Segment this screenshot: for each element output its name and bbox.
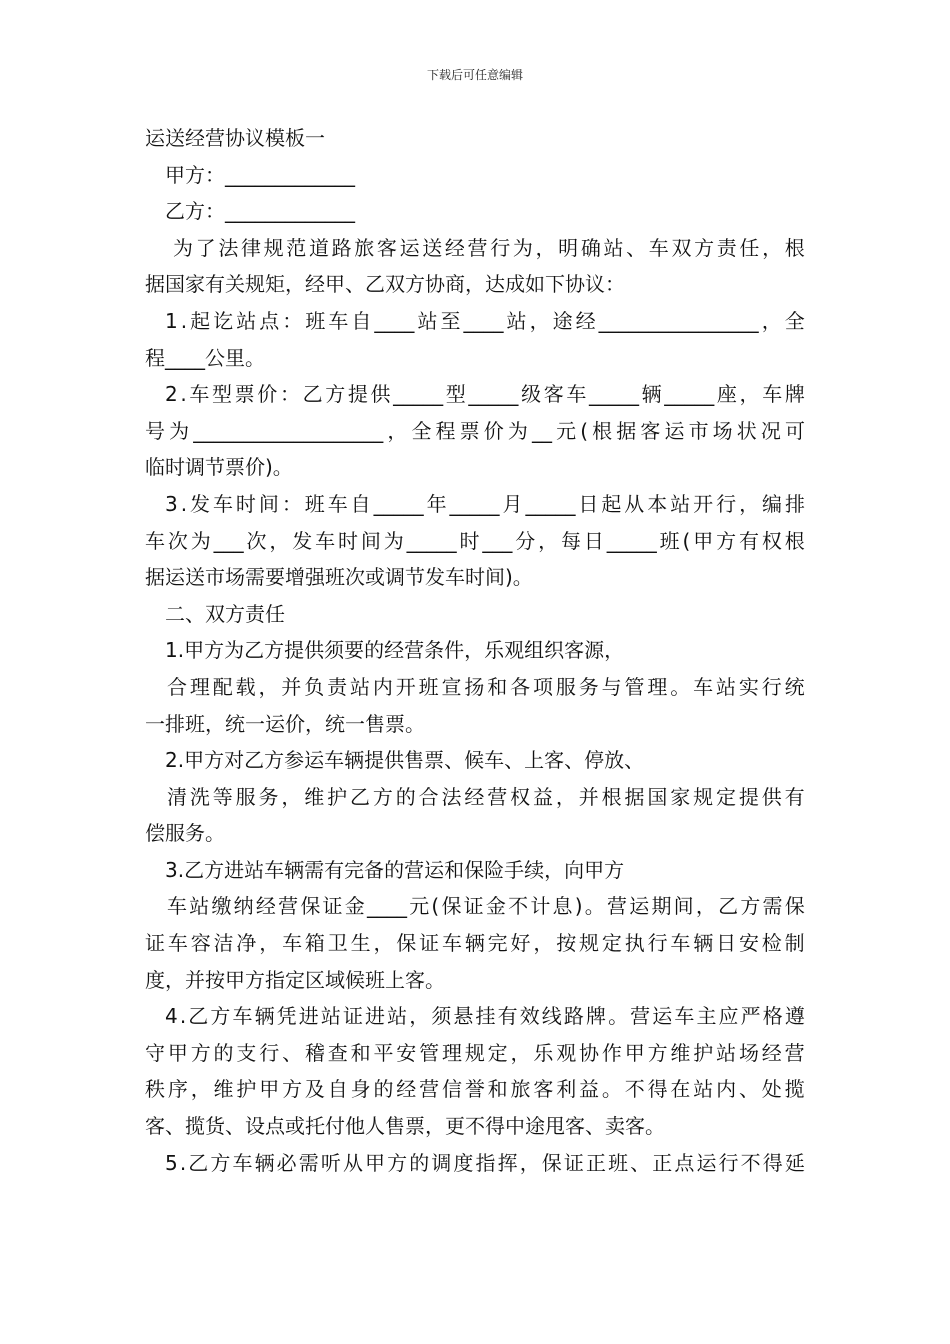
text-line: 4 . 乙 方 车 辆 凭 进 站 证 进 站 ， 须 悬 挂 有 效 线 路 牌 。 营 运 车 主 应 严 格 遵 bbox=[165, 1004, 805, 1029]
text-line: 合 理 配 载 ， 并 负 责 站 内 开 班 宣 扬 和 各 项 服 务 与 管 理 。 车 站 实 行 统 bbox=[167, 674, 805, 699]
text-line: 1.甲方为乙方提供须要的经营条件，乐观组织客源， bbox=[165, 638, 625, 663]
text-line: 清 洗 等 服 务 ， 维 护 乙 方 的 合 法 经 营 权 益 ， 并 根 据 国 家 规 定 提 供 有 bbox=[167, 784, 805, 809]
text-line: 临时调节票价)。 bbox=[145, 455, 293, 480]
text-line: 车 次 为 ___ 次 ， 发 车 时 间 为 _____ 时 ___ 分 ， 每 日 _____ 班 ( 甲 方 有 权 根 bbox=[145, 528, 805, 553]
text-line: 据运送市场需要增强班次或调节发车时间)。 bbox=[145, 565, 533, 590]
text-line: 度，并按甲方指定区域候班上客。 bbox=[145, 967, 445, 992]
text-line: 5 . 乙 方 车 辆 必 需 听 从 甲 方 的 调 度 指 挥 ， 保 证 正 班 、 正 点 运 行 不 得 延 bbox=[165, 1150, 805, 1175]
text-line: 3 . 发 车 时 间 ： 班 车 自 _____ 年 _____ 月 _____ 日 起 从 本 站 开 行 ， 编 排 bbox=[165, 491, 805, 516]
document-body bbox=[145, 120, 805, 1181]
text-line: 3.乙方进站车辆需有完备的营运和保险手续，向甲方 bbox=[165, 857, 625, 882]
text-line: 证 车 容 洁 净 ， 车 箱 卫 生 ， 保 证 车 辆 完 好 ， 按 规 定 执 行 车 辆 日 安 检 制 bbox=[145, 931, 805, 956]
page-header: 下载后可任意编辑 bbox=[426, 68, 523, 82]
text-line: 程____公里。 bbox=[145, 345, 265, 370]
text-line: 2 . 车 型 票 价 ： 乙 方 提 供 _____ 型 _____ 级 客 车 _____ 辆 _____ 座 ， 车 牌 bbox=[165, 382, 805, 407]
text-line: 运送经营协议模板一 bbox=[145, 126, 325, 150]
text-line: 守 甲 方 的 支 行 、 稽 查 和 平 安 管 理 规 定 ， 乐 观 协 作 甲 方 维 护 站 场 经 营 bbox=[145, 1040, 805, 1065]
text-line: 秩 序 ， 维 护 甲 方 及 自 身 的 经 营 信 誉 和 旅 客 利 益 。 不 得 在 站 内 、 处 揽 bbox=[145, 1077, 805, 1102]
text-line: 乙方：_____________ bbox=[165, 199, 355, 224]
text-line: 偿服务。 bbox=[145, 821, 225, 846]
text-line: 为 了 法 律 规 范 道 路 旅 客 运 送 经 营 行 为 ， 明 确 站 、 车 双 方 责 任 ， 根 bbox=[173, 235, 805, 260]
text-line: 二、双方责任 bbox=[165, 601, 285, 626]
text-line: 一排班，统一运价，统一售票。 bbox=[145, 711, 425, 736]
text-line: 2.甲方对乙方参运车辆提供售票、候车、上客、停放、 bbox=[165, 748, 645, 773]
text-line: 车 站 缴 纳 经 营 保 证 金 ____ 元 ( 保 证 金 不 计 息 ) 。 营 运 期 间 ， 乙 方 需 保 bbox=[167, 894, 805, 919]
text-line: 甲方：_____________ bbox=[165, 162, 355, 187]
text-line: 号 为 ___________________ ， 全 程 票 价 为 __ 元 ( 根 据 客 运 市 场 状 况 可 bbox=[145, 418, 805, 443]
text-line: 据国家有关规矩，经甲、乙双方协商，达成如下协议： bbox=[145, 272, 625, 297]
text-line: 客、揽货、设点或托付他人售票，更不得中途甩客、卖客。 bbox=[145, 1114, 665, 1139]
text-line: 1 . 起 讫 站 点 ： 班 车 自 ____ 站 至 ____ 站 ， 途 经 ________________ ， 全 bbox=[165, 308, 805, 333]
